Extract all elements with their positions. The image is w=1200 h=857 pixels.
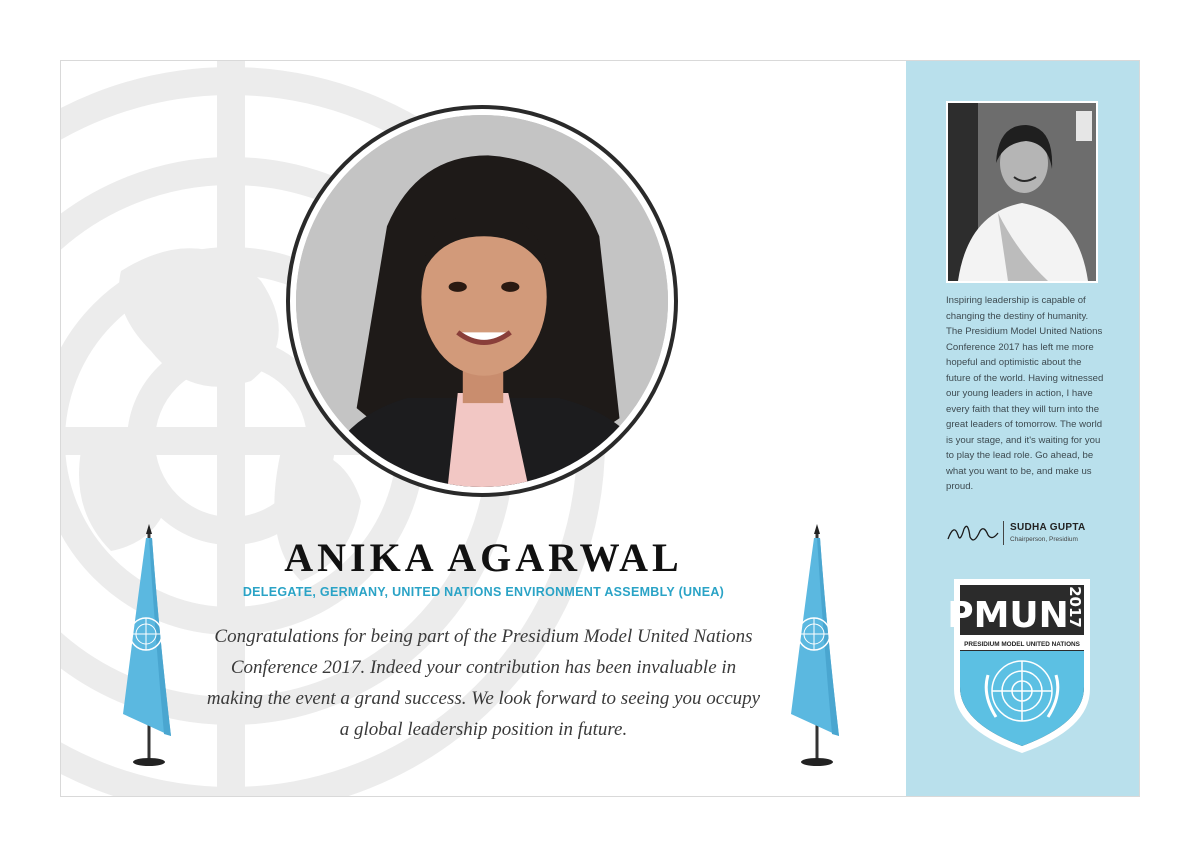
- signatory-name: SUDHA GUPTA: [1010, 522, 1086, 533]
- signatory-title: Chairperson, Presidium: [1010, 536, 1078, 543]
- delegate-photo-frame: [286, 105, 678, 497]
- signature-scribble-icon: [946, 519, 1000, 547]
- portrait-illustration: [296, 115, 668, 487]
- signature-block: [946, 519, 1116, 547]
- badge-year: 2017: [1066, 586, 1084, 628]
- un-flag-right-icon: [787, 524, 847, 769]
- chairperson-sidebar: [906, 61, 1140, 797]
- pmun-badge: [946, 569, 1098, 755]
- certificate: [60, 60, 1140, 797]
- badge-subtitle: PRESIDIUM MODEL UNITED NATIONS: [964, 641, 1080, 648]
- chairperson-quote: Inspiring leadership is capable of changing the destiny of humanity. The Presidium Model United Nations Conference 2017 has left me more hopeful and optimistic about the future of the world. Having witnessed our young leaders in action, I have every faith that they will turn into the great leaders of tomorrow. The world is your stage, and it's waiting for you to play the lead role. Go ahead, be what you want to be, and make us proud.: [946, 295, 1104, 492]
- delegate-photo: [296, 115, 668, 487]
- un-flag-left-icon: [119, 524, 179, 769]
- delegate-name: ANIKA AGARWAL: [284, 535, 683, 580]
- main-panel: [61, 61, 906, 797]
- badge-title: PMUN: [947, 595, 1069, 636]
- chairperson-photo: [946, 101, 1098, 283]
- chairperson-illustration: [948, 103, 1096, 281]
- congratulations-message: Congratulations for being part of the Presidium Model United Nations Conference 2017. Indeed your contribution has been invaluable in making the event a grand success. We look forward to seeing you occupy a global leadership position in future.: [206, 626, 761, 740]
- delegate-role: DELEGATE, GERMANY, UNITED NATIONS ENVIRONMENT ASSEMBLY (UNEA): [242, 585, 725, 599]
- signature-divider: [1003, 521, 1004, 545]
